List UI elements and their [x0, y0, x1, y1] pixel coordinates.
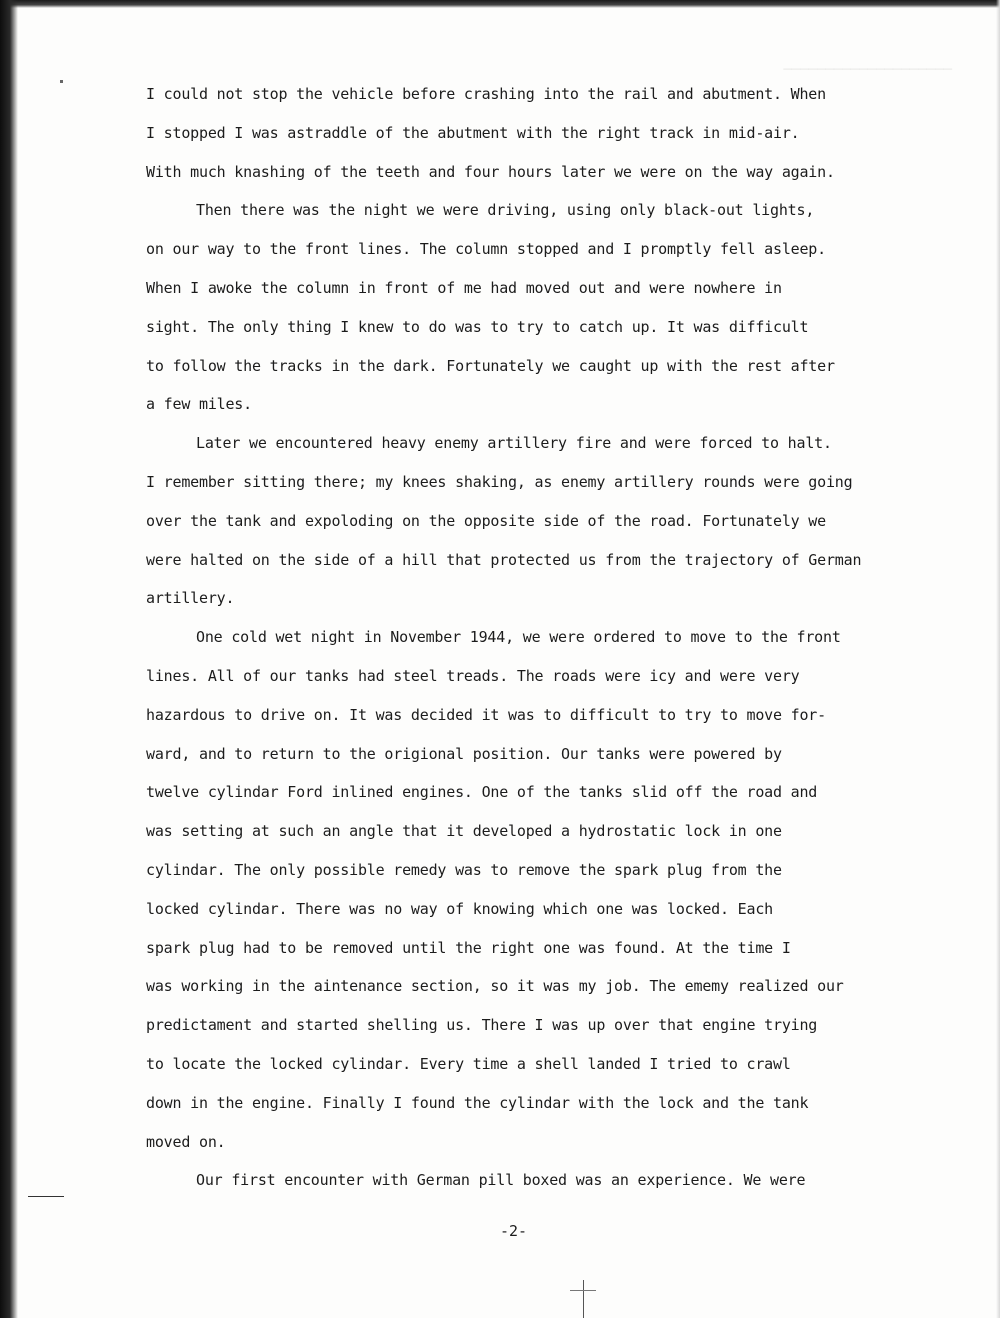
margin-dash-mark: [28, 1196, 64, 1197]
scan-artifact-line: [583, 1280, 584, 1318]
scan-speck: [60, 80, 63, 83]
scan-border-top: [0, 0, 1000, 8]
text-line: were halted on the side of a hill that protected us from the trajectory of German: [146, 550, 862, 569]
text-line: predictament and started shelling us. There I was up over that engine trying: [146, 1016, 818, 1035]
text-line: Later we encountered heavy enemy artillery fire and were forced to halt.: [196, 434, 832, 453]
text-line: cylindar. The only possible remedy was to remove the spark plug from the: [146, 860, 782, 879]
scan-border-left: [0, 0, 18, 1318]
scan-edge-right: [996, 0, 1000, 1318]
text-line: locked cylindar. There was no way of knowing which one was locked. Each: [146, 899, 773, 918]
text-line: down in the engine. Finally I found the cylindar with the lock and the tank: [146, 1093, 809, 1112]
text-line: was working in the aintenance section, so it was my job. The ememy realized our: [146, 977, 844, 996]
text-line: Then there was the night we were driving, using only black-out lights,: [196, 201, 815, 220]
text-line: ward, and to return to the origional position. Our tanks were powered by: [146, 744, 782, 763]
text-line: twelve cylindar Ford inlined engines. One of the tanks slid off the road and: [146, 783, 818, 802]
text-line: I stopped I was astraddle of the abutment with the right track in mid-air.: [146, 123, 800, 142]
text-line: When I awoke the column in front of me had moved out and were nowhere in: [146, 278, 782, 297]
text-line: moved on.: [146, 1132, 226, 1151]
memoir-text-body: [146, 83, 946, 1208]
text-line: One cold wet night in November 1944, we were ordered to move to the front: [196, 628, 841, 647]
text-line: to locate the locked cylindar. Every time a shell landed I tried to crawl: [146, 1054, 791, 1073]
text-line: sight. The only thing I knew to do was to try to catch up. It was difficult: [146, 317, 809, 336]
text-line: I could not stop the vehicle before crashing into the rail and abutment. When: [146, 85, 826, 103]
text-line: Our first encounter with German pill boxed was an experience. We were: [196, 1171, 806, 1190]
text-line: artillery.: [146, 589, 235, 608]
page-number: -2-: [500, 1222, 528, 1240]
text-line: spark plug had to be removed until the right one was found. At the time I: [146, 938, 791, 957]
scan-artifact-line: [570, 1290, 596, 1291]
text-line: With much knashing of the teeth and four hours later we were on the way again.: [146, 162, 835, 181]
text-line: was setting at such an angle that it developed a hydrostatic lock in one: [146, 822, 782, 841]
bleed-through-texture: ────────────────────: [783, 62, 952, 78]
text-line: lines. All of our tanks had steel treads. The roads were icy and were very: [146, 666, 800, 685]
text-line: I remember sitting there; my knees shaking, as enemy artillery rounds were going: [146, 472, 853, 491]
text-line: on our way to the front lines. The column stopped and I promptly fell asleep.: [146, 240, 826, 259]
text-line: to follow the tracks in the dark. Fortunately we caught up with the rest after: [146, 356, 835, 375]
text-line: a few miles.: [146, 395, 252, 414]
text-line: hazardous to drive on. It was decided it was to difficult to try to move for-: [146, 705, 826, 724]
text-line: over the tank and expoloding on the opposite side of the road. Fortunately we: [146, 511, 826, 530]
